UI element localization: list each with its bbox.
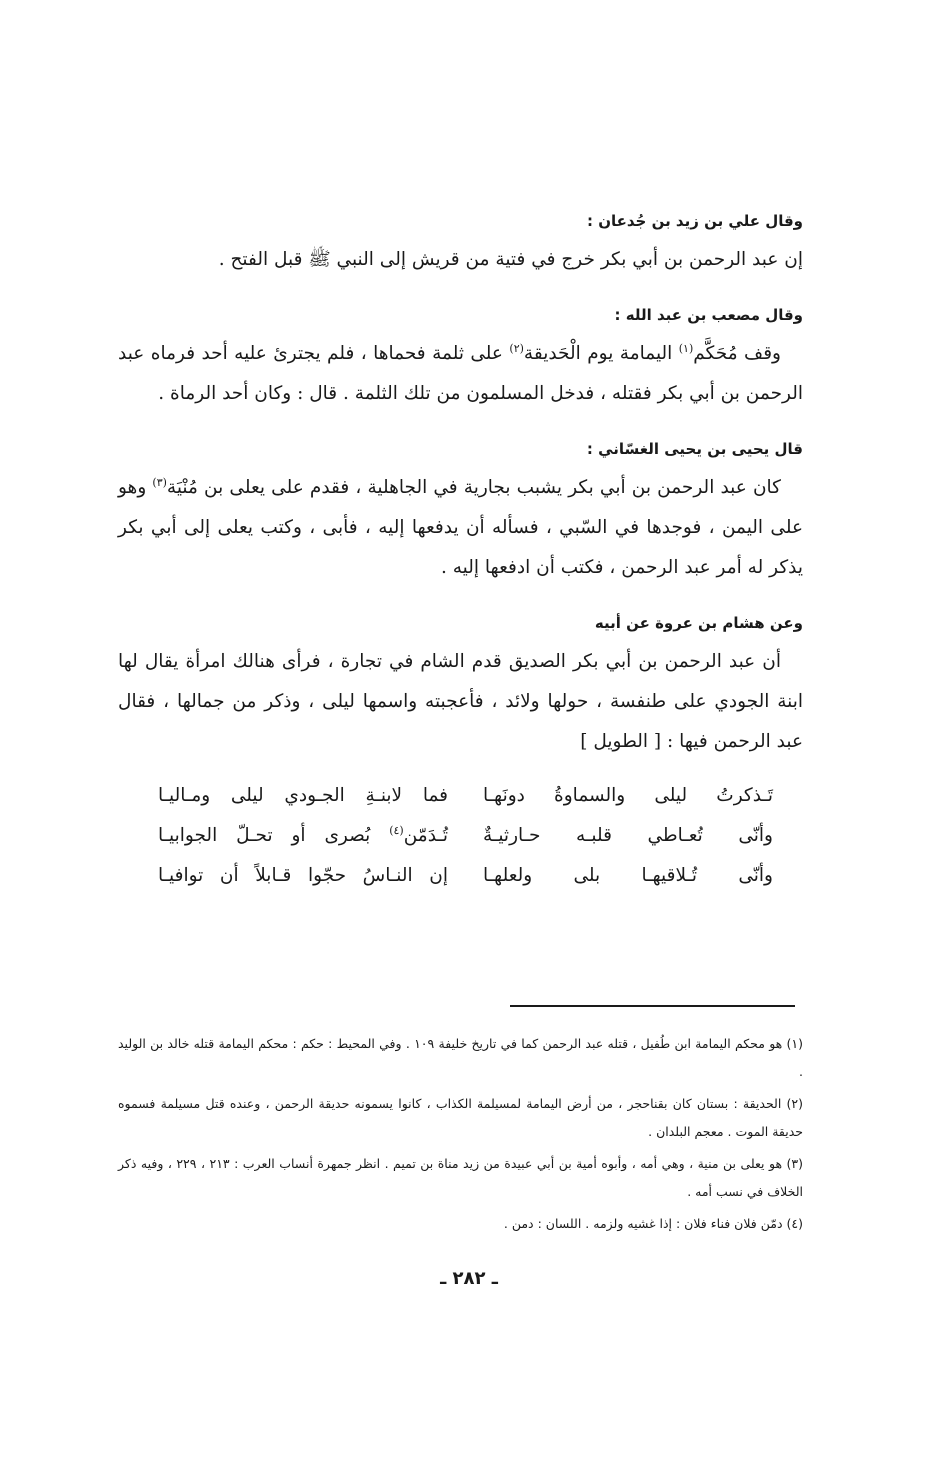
- poem-first-hemistich: وأنّى تُعـاطي قلبـه حـارثيـةٌ: [483, 825, 773, 846]
- section-heading: وقال مصعب بن عبد الله :: [614, 306, 803, 324]
- hemistich-text: بُصرى أو تحـلّ الجوابيـا: [158, 825, 390, 846]
- page-body: [118, 210, 803, 920]
- paragraph-text: وقف مُحَكَّم: [693, 343, 781, 364]
- footnote-ref[interactable]: (١): [678, 341, 694, 355]
- poem-verse: [158, 776, 773, 816]
- section-hisham: [118, 612, 803, 896]
- section-paragraph: [118, 240, 803, 280]
- footnote: (٤) دمّن فلان فناء فلان : إذا غشيه ولزمه . اللسان : دمن .: [503, 1216, 803, 1231]
- footnote: (٢) الحديقة : بستان كان بقناحجر ، من أرض اليمامة لمسيلمة الكذاب ، كانوا يسمونه حديقة الرحمن ، وعنده قتل مسيلمة فسموه حديقة الموت . معجم البلدان .: [118, 1096, 803, 1139]
- section-heading: قال يحيى بن يحيى الغسّاني :: [586, 440, 803, 458]
- footnote-divider: [510, 1005, 795, 1007]
- poem-verse: [158, 816, 773, 856]
- section-ali-ibn-zayd: [118, 210, 803, 280]
- poem-second-hemistich: إن النـاسُ حجّوا قـابلاً أن توافيـا: [158, 865, 448, 886]
- section-heading: وقال علي بن زيد بن جُدعان :: [586, 212, 803, 230]
- footnote-ref[interactable]: (٣): [152, 475, 167, 489]
- paragraph-text: كان عبد الرحمن بن أبي بكر يشبب بجارية في الجاهلية ، فقدم على يعلى بن مُنْيَة: [166, 477, 781, 498]
- footnotes: [118, 1030, 803, 1242]
- section-musab: [118, 304, 803, 414]
- hemistich-text: تُـدَمّن: [403, 825, 448, 846]
- section-heading: وعن هشام بن عروة عن أبيه: [594, 614, 803, 632]
- poem-first-hemistich: وأنّى تُـلاقيهـا بلى ولعلهـا: [483, 865, 773, 886]
- footnote: (٣) هو يعلى بن منية ، وهي أمه ، وأبوه أمية بن أبي عبيدة من زيد مناة بن تميم . انظر جمهرة أنساب العرب : ٢١٣ ، ٢٢٩ ، وفيه ذكر الخلاف في نسب أمه .: [118, 1156, 804, 1199]
- page-number: ـ ٢٨٢ ـ: [440, 1268, 498, 1289]
- section-paragraph: [118, 642, 803, 762]
- poem-verse: [158, 856, 773, 896]
- paragraph-text: أن عبد الرحمن بن أبي بكر الصديق قدم الشام في تجارة ، فرأى هنالك امرأة يقال لها ابنة الجودي على طنفسة ، حولها ولائد ، فأعجبته واسمها ليلى ، وذكر من جمالها ، فقال عبد الرحمن فيها : [ الطويل ]: [118, 651, 803, 752]
- poem-first-hemistich: تَـذكرتُ ليلى والسماوةُ دونَهـا: [483, 785, 773, 806]
- paragraph-text: على ثلمة فحماها ، فلم يجترئ عليه أحد فرماه عبد الرحمن بن أبي بكر فقتله ، فدخل المسلمون من تلك الثلمة . قال : وكان أحد الرماة .: [118, 343, 803, 404]
- footnote: (١) هو محكم اليمامة ابن طُفيل ، قتله عبد الرحمن كما في تاريخ خليفة ١٠٩ . وفي المحيط : حكم : محكم اليمامة قتله خالد بن الوليد .: [118, 1036, 804, 1079]
- paragraph-text: إن عبد الرحمن بن أبي بكر خرج في فتية من قريش إلى النبي ﷺ قبل الفتح .: [218, 249, 803, 270]
- section-paragraph: [118, 334, 803, 414]
- poem: [158, 776, 773, 896]
- paragraph-text: وهو على اليمن ، فوجدها في السّبي ، فسأله أن يدفعها إليه ، فأبى ، وكتب يعلى إلى أبي بكر يذكر له أمر عبد الرحمن ، فكتب أن ادفعها إليه .: [118, 477, 803, 578]
- paragraph-text: اليمامة يوم الْحَديقة: [523, 343, 679, 364]
- footnote-ref[interactable]: (٢): [509, 341, 524, 355]
- poem-second-hemistich: [158, 816, 448, 856]
- section-yahya: [118, 438, 803, 588]
- section-paragraph: [118, 468, 803, 588]
- poem-second-hemistich: فما لابنـةِ الجـودي ليلى ومـاليـا: [158, 785, 448, 806]
- footnote-ref[interactable]: (٤): [389, 823, 404, 837]
